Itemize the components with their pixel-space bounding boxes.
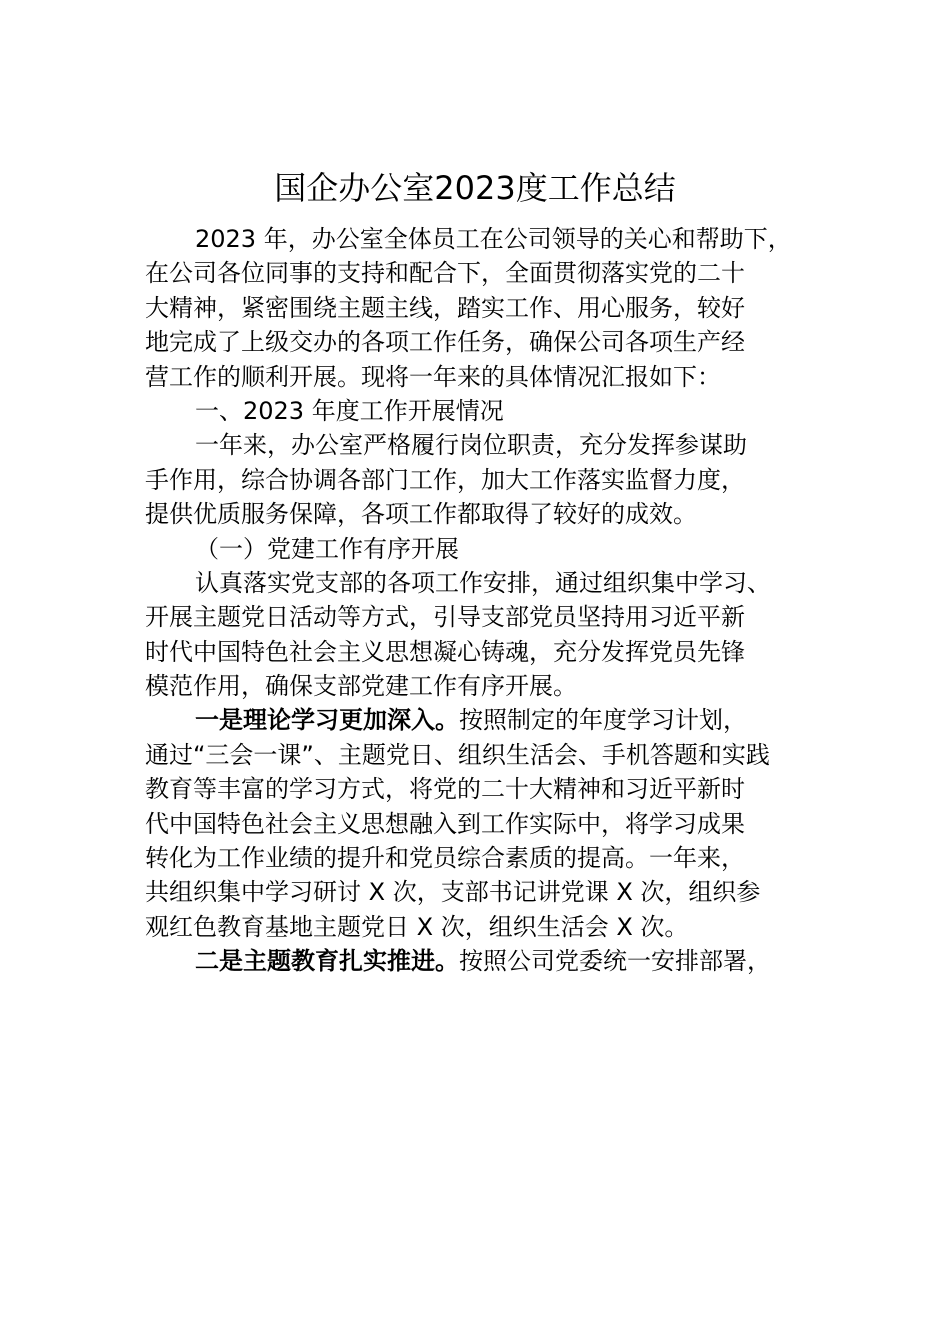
- subsection-para-line: 认真落实党支部的各项工作安排，通过组织集中学习、: [195, 568, 771, 597]
- point-text: 按照制定的年度学习计划，: [459, 706, 747, 735]
- intro-line: 2023 年，办公室全体员工在公司领导的关心和帮助下，: [195, 225, 792, 253]
- subsection-para-line: 模范作用，确保支部党建工作有序开展。: [145, 672, 577, 701]
- point-lead: 二是主题教育扎实推进。: [195, 947, 459, 976]
- intro-line: 大精神，紧密围绕主题主线，踏实工作、用心服务，较好: [145, 293, 745, 322]
- point-line: [145, 703, 835, 737]
- section-para-line: 手作用，综合协调各部门工作，加大工作落实监督力度，: [145, 465, 745, 494]
- point-lead: 一是理论学习更加深入。: [195, 706, 459, 735]
- point-text: 按照公司党委统一安排部署，: [459, 947, 771, 976]
- point-line: 通过“三会一课”、主题党日、组织生活会、手机答题和实践: [145, 740, 770, 769]
- subsection-para-line: 时代中国特色社会主义思想凝心铸魂，充分发挥党员先锋: [145, 637, 745, 666]
- intro-line: 营工作的顺利开展。现将一年来的具体情况汇报如下：: [145, 362, 721, 391]
- subsection-heading: （一）党建工作有序开展: [195, 534, 459, 563]
- point-line: 转化为工作业绩的提升和党员综合素质的提高。一年来，: [145, 844, 745, 873]
- point-line: 教育等丰富的学习方式，将党的二十大精神和习近平新时: [145, 775, 745, 804]
- section-para-line: 提供优质服务保障，各项工作都取得了较好的成效。: [145, 500, 697, 529]
- intro-line: 地完成了上级交办的各项工作任务，确保公司各项生产经: [145, 328, 745, 357]
- document-title: 国企办公室2023度工作总结: [274, 169, 676, 207]
- intro-line: 在公司各位同事的支持和配合下，全面贯彻落实党的二十: [145, 259, 745, 288]
- subsection-para-line: 开展主题党日活动等方式，引导支部党员坚持用习近平新: [145, 603, 745, 632]
- document-body: [145, 222, 835, 979]
- point-line: 代中国特色社会主义思想融入到工作实际中，将学习成果: [145, 809, 745, 838]
- point-line: [145, 944, 835, 978]
- section-para-line: 一年来，办公室严格履行岗位职责，充分发挥参谋助: [195, 431, 747, 460]
- point-line: 观红色教育基地主题党日 X 次，组织生活会 X 次。: [145, 912, 689, 941]
- point-line: 共组织集中学习研讨 X 次，支部书记讲党课 X 次，组织参: [145, 878, 761, 907]
- section-heading: 一、2023 年度工作开展情况: [195, 396, 504, 425]
